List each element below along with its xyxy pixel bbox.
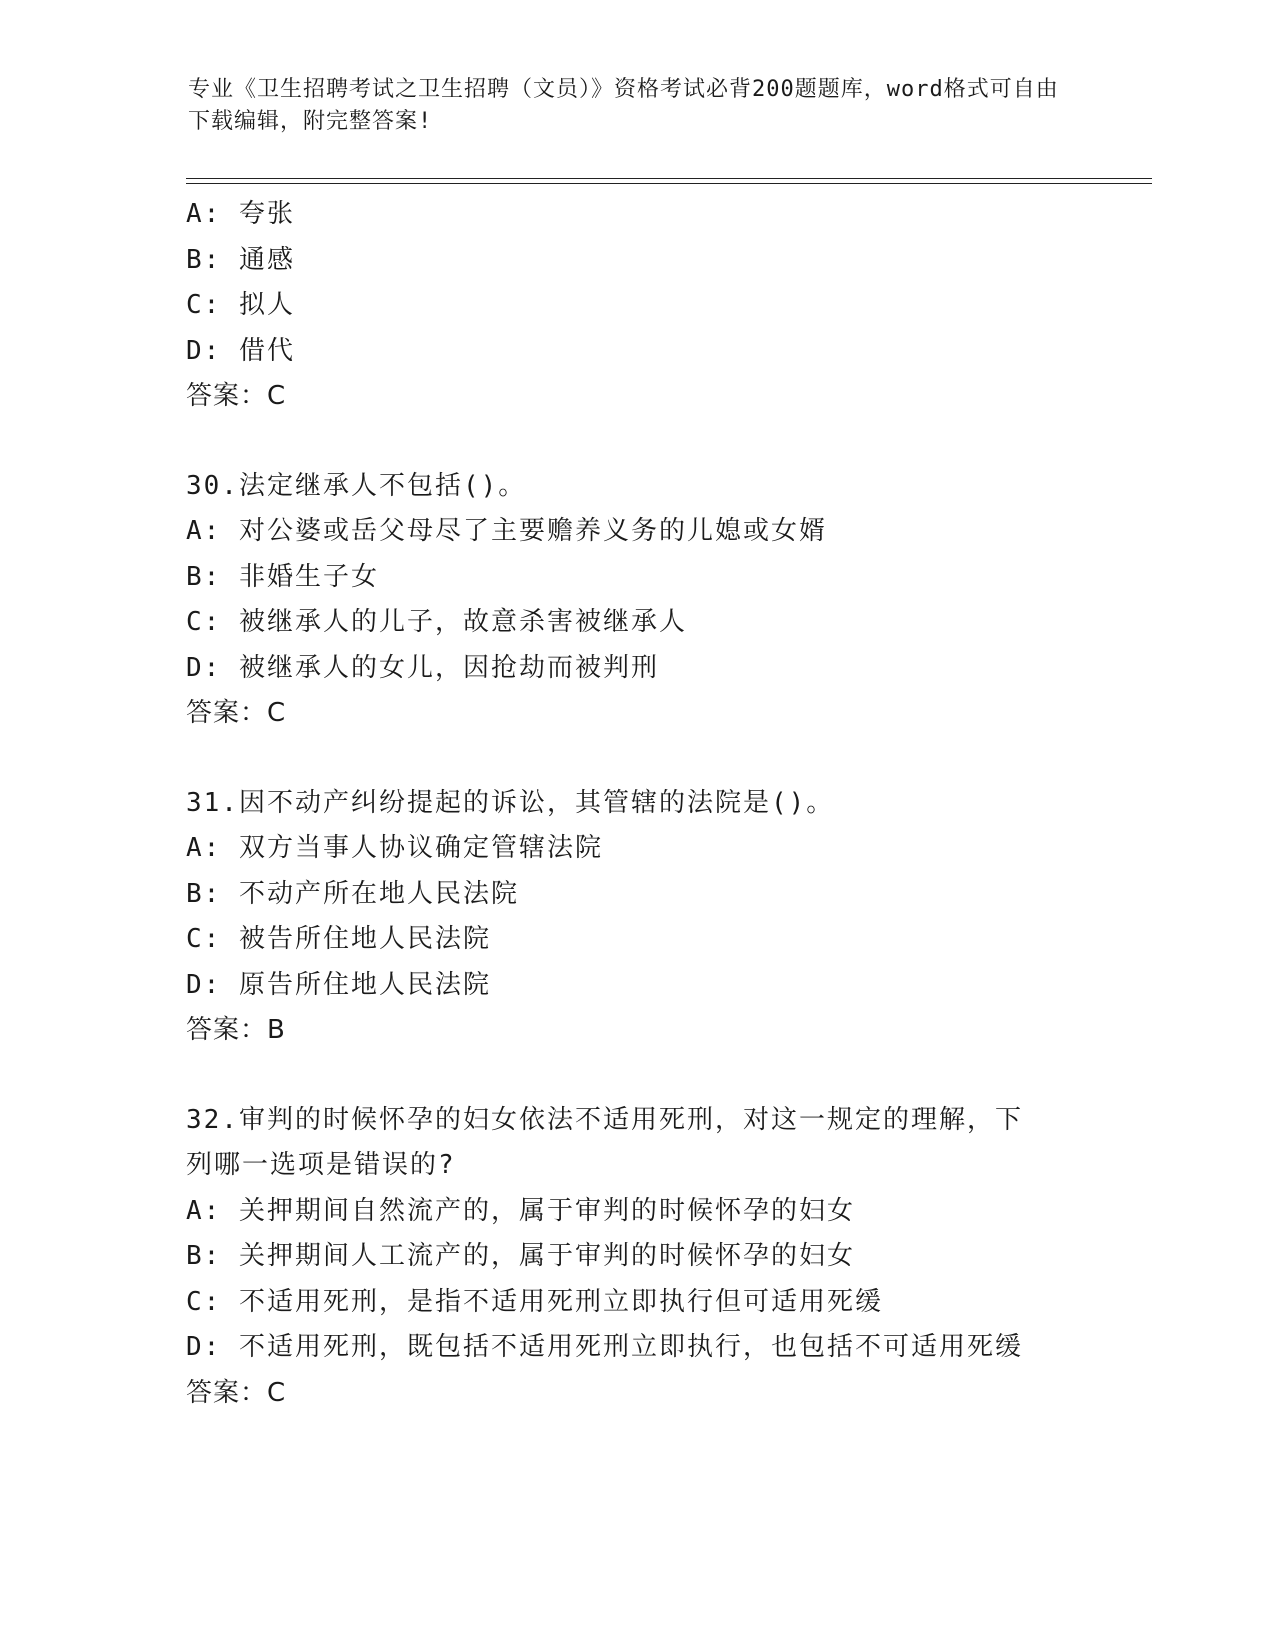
option-b: B: 不动产所在地人民法院 xyxy=(186,878,519,909)
question-block xyxy=(186,464,1086,737)
option-c: C: 不适用死刑，是指不适用死刑立即执行但可适用死缓 xyxy=(186,1286,883,1317)
option-b: B: 通感 xyxy=(186,244,295,275)
option-d: D: 不适用死刑，既包括不适用死刑立即执行，也包括不可适用死缓 xyxy=(186,1332,1023,1362)
header-divider-top xyxy=(186,178,1152,179)
question-stem: 30.法定继承人不包括()。 xyxy=(186,470,527,501)
question-block xyxy=(186,1098,1086,1417)
option-c: C: 拟人 xyxy=(186,290,295,320)
option-a: A: 夸张 xyxy=(186,199,295,229)
question-stem: 31.因不动产纠纷提起的诉讼，其管辖的法院是()。 xyxy=(186,787,835,818)
option-a: A: 对公婆或岳父母尽了主要赡养义务的儿媳或女婿 xyxy=(186,516,827,546)
option-c: C: 被继承人的儿子，故意杀害被继承人 xyxy=(186,607,687,637)
answer-line: 答案：C xyxy=(186,381,287,411)
option-d: D: 借代 xyxy=(186,335,295,366)
answer-line: 答案：C xyxy=(186,698,287,728)
option-b: B: 关押期间人工流产的，属于审判的时候怀孕的妇女 xyxy=(186,1241,855,1271)
block-spacer xyxy=(186,1054,1086,1098)
option-b: B: 非婚生子女 xyxy=(186,561,379,592)
option-d: D: 原告所住地人民法院 xyxy=(186,969,491,1000)
question-block xyxy=(186,781,1086,1054)
answer-line: 答案：C xyxy=(186,1377,287,1408)
block-spacer xyxy=(186,737,1086,781)
header-divider-bottom xyxy=(186,183,1152,184)
block-spacer xyxy=(186,420,1086,464)
question-list xyxy=(186,192,1086,1416)
answer-line: 答案：B xyxy=(186,1015,286,1045)
question-block xyxy=(186,192,1086,420)
question-stem: 32.审判的时候怀孕的妇女依法不适用死刑，对这一规定的理解，下列哪一选项是错误的? xyxy=(186,1104,1023,1180)
option-a: A: 双方当事人协议确定管辖法院 xyxy=(186,833,603,863)
option-a: A: 关押期间自然流产的，属于审判的时候怀孕的妇女 xyxy=(186,1195,855,1226)
option-d: D: 被继承人的女儿，因抢劫而被判刑 xyxy=(186,652,659,683)
option-c: C: 被告所住地人民法院 xyxy=(186,924,491,954)
document-header: 专业《卫生招聘考试之卫生招聘（文员）》资格考试必背200题题库，word格式可自由下载编辑，附完整答案! xyxy=(188,77,1059,134)
